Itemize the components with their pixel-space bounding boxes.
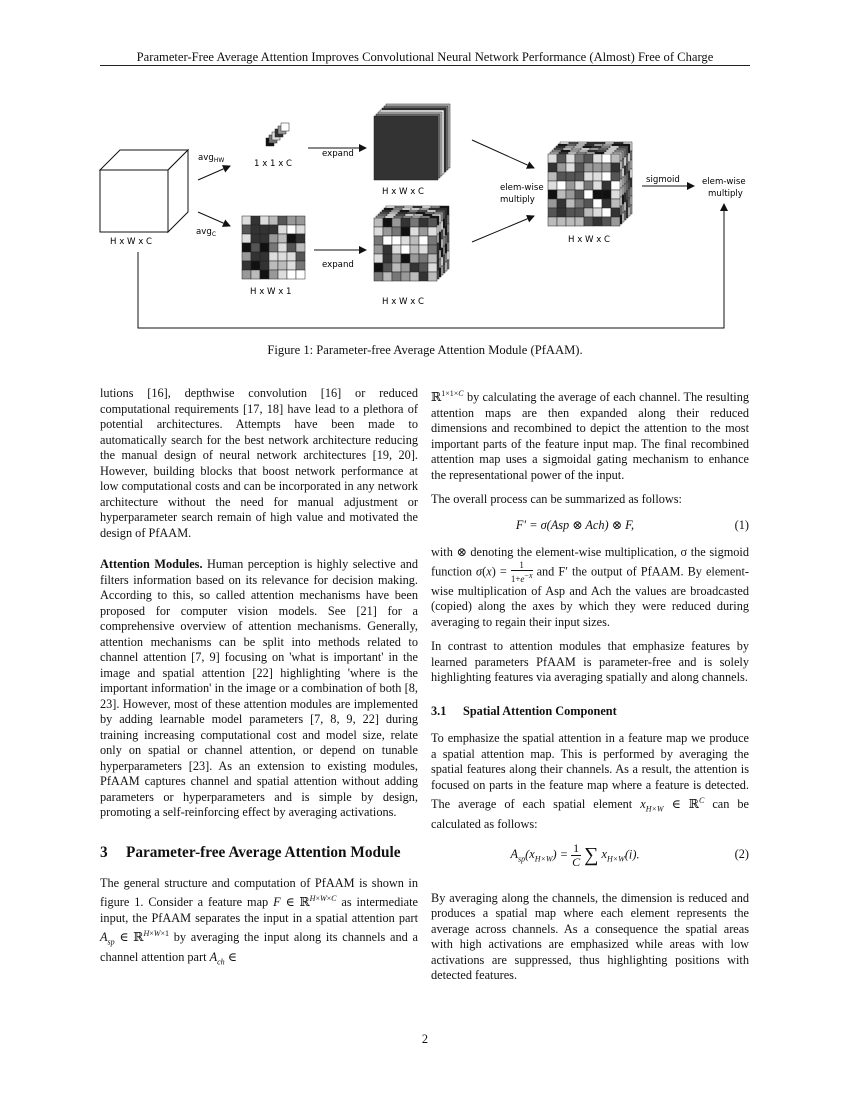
paragraph: By averaging along the channels, the dimension is reduced and produces a spatial map where each element represents the average across channels. As a consequence the spatial areas with high activations are emphasized while areas with low activations are suppressed, thus highlighting positions with detected features. — [431, 890, 749, 983]
avg-c-label: avg$_C$ — [196, 227, 217, 238]
expand-top-label: expand — [322, 149, 354, 159]
left-column — [100, 386, 418, 979]
running-header: Parameter-Free Average Attention Improves Convolutional Neural Network Performance (Almost) Free of Charge — [136, 50, 714, 64]
runin-heading: Attention Modules. — [100, 557, 203, 571]
pfaam-figure — [90, 92, 760, 337]
sigmoid-label: sigmoid — [646, 175, 680, 185]
section-heading: 3 Parameter-free Average Attention Module — [100, 843, 401, 861]
expanded-top-label: H x W x C — [382, 187, 425, 197]
expanded-bottom-label: H x W x C — [382, 297, 425, 307]
figure-caption: Figure 1: Parameter-free Average Attention Module (PfAAM). — [267, 343, 583, 357]
paragraph: Attention Modules. Human perception is highly selective and filters information based on its relevance for decision making. According to this, so called attention mechanisms have been proposed for computer vision models. See [21] for a comprehensive overview of attention mechanisms. Generally, attention mechanisms can be split into methods related to channel attention [7, 9] focusing on 'what is important' in the image and spatial attention [22] highlighting 'where is the important information' in the image or a combination of both [8, 23]. However, most of these attention modules are implemented by adding learnable model parameters [7, 8, 9, 22] during training increasing computational cost and model size, relate only on spatial or channel attention, or depend on tunable hyperparameters [23]. As an extension to existing modules, PfAAM captures channel and spatial attention without adding parameters or hyperparameters and is simple by design, promoting a self-reinforcing effect by averaging activations. — [100, 557, 418, 819]
channel-vector-label: 1 x 1 x C — [254, 159, 293, 169]
page-number: 2 — [421, 1032, 429, 1046]
spatial-map — [242, 216, 305, 279]
paragraph: In contrast to attention modules that emphasize features by learned parameters PfAAM is parameter-free and is solely highlighting features via averaging spatially and along channels. — [431, 639, 749, 685]
paragraph: To emphasize the spatial attention in a feature map we produce a spatial attention map. This is performed by averaging the spatial features along their channels. As a result, the attention is focused on parts in the feature map where a feature is detected. The average of each spatial element $x_{H\times W}$ ∈ ℝ$^C$ can be calculated as follows: — [431, 731, 750, 832]
elem-multiply-1-label-b: multiply — [500, 195, 535, 205]
channel-vector — [266, 123, 289, 146]
input-cube — [100, 150, 188, 232]
paragraph: The general structure and computation of PfAAM is shown in figure 1. Consider a feature map F ∈ ℝ$^{H\times W\times C}$ as intermediate input, the PfAAM separates the input in a spatial attention part $A_{sp}$ ∈ ℝ$^{H\times W\times 1}$ by averaging the input along its channels and a channel attention part $A_{ch}$ ∈ — [100, 875, 419, 967]
equation-1: F′ = σ(Asp ⊗ Ach) ⊗ F, (1) — [515, 517, 749, 532]
expanded-spatial-cube — [374, 206, 449, 281]
expand-bottom-label: expand — [322, 260, 354, 270]
elem-multiply-2-label-a: elem-wise — [702, 177, 746, 187]
elem-multiply-2-label-b: multiply — [708, 189, 743, 199]
spatial-map-label: H x W x 1 — [250, 287, 292, 297]
avg-hw-arrow — [198, 166, 230, 180]
equation-2: $A_{sp}(x_{H\times W})$ = $\frac{1}{C}$ ∑ $x_{H\times W}(i)$. (2) — [510, 840, 749, 869]
paragraph: with ⊗ denoting the element-wise multiplication, σ the sigmoid function σ(x) = $\frac{1}{1+e^{-x}}$ and F′ the output of PfAAM. By element-wise multiplication of Asp and Ach the values are broadcasted (copied) along the axes by which they were reduced during averaging to regain their input sizes. — [431, 545, 749, 629]
subsection-heading: 3.1 Spatial Attention Component — [431, 703, 617, 718]
combined-label: H x W x C — [568, 235, 611, 245]
avg-hw-label: avg$_{HW}$ — [198, 153, 225, 164]
combined-attention-cube — [548, 142, 632, 226]
combine-top-arrow — [472, 140, 534, 168]
right-column — [431, 386, 749, 993]
avg-c-arrow — [198, 212, 230, 226]
elem-multiply-1-label-a: elem-wise — [500, 183, 544, 193]
input-label: H x W x C — [110, 237, 153, 247]
paragraph: The overall process can be summarized as follows: — [431, 492, 682, 507]
combine-bottom-arrow — [472, 216, 534, 242]
paragraph: lutions [16], depthwise convolution [16] or reduced computational requirements [17, 18] have lead to a plethora of potential architectures. Attempts have been made to automatically search for the best network architecture reducing the manual design of neural network architectures [19, 20]. However, building blocks that boost network performance at low computational costs and can be incorporated in any network architecture without the need for manual adjustment or hyperparameter search remain of high value and motivated the design of PfAAM. — [100, 386, 418, 540]
paragraph: ℝ$^{1\times 1\times C}$ by calculating the average of each channel. The resulting attention maps are then expanded along their reduced dimensions and recombined to depict the attention to the most important parts of the feature input map. The final recombined attention map uses a sigmoidal gating mechanism to enhance the representational power of the input. — [431, 389, 749, 482]
header-rule — [100, 65, 750, 66]
expanded-channel-cube — [374, 104, 450, 180]
